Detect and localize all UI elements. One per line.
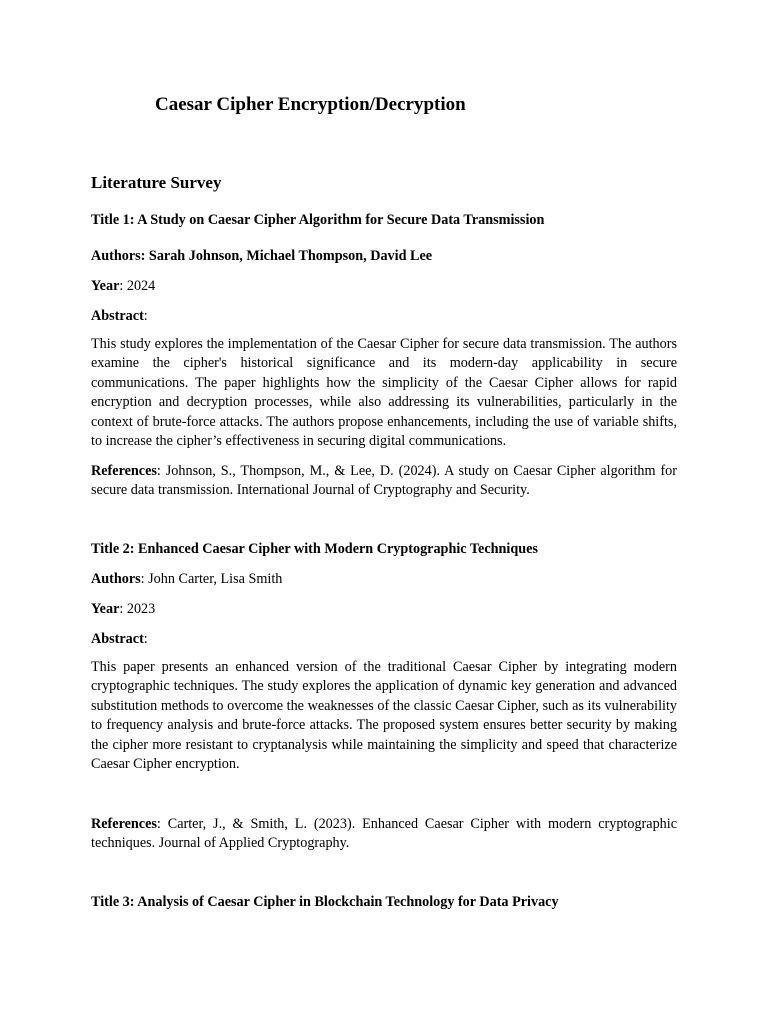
abstract-colon: : <box>143 631 148 647</box>
year-label: Year <box>91 278 120 294</box>
references-label: References <box>91 463 157 479</box>
abstract-colon: : <box>143 308 148 324</box>
year-value: : 2023 <box>119 601 156 617</box>
references-text: : Johnson, S., Thompson, M., & Lee, D. (2024). A study on Caesar Cipher algorithm for secure data transmission. International Journal of Cryptography and Security. <box>91 463 677 499</box>
entry-2-title: Title 2: Enhanced Caesar Cipher with Modern Cryptographic Techniques <box>91 541 538 557</box>
entry-1-abstract-text: This study explores the implementation of the Caesar Cipher for secure data transmission. The authors examine the cipher's historical significance and its modern-day applicability in secure communications. The paper highlights how the simplicity of the Caesar Cipher allows for rapid encryption and decryption processes, while also addressing its vulnerabilities, particularly in the context of brute-force attacks. The authors propose enhancements, including the use of variable shifts, to increase the cipher’s effectiveness in securing digital communications. <box>91 336 677 450</box>
entry-2-year <box>91 600 677 619</box>
entry-1-title: Title 1: A Study on Caesar Cipher Algorithm for Secure Data Transmission <box>91 212 545 228</box>
entry-2-abstract-heading <box>91 630 677 649</box>
abstract-label: Abstract <box>91 631 144 647</box>
entry-2-authors <box>91 570 677 589</box>
entry-2-abstract-text: This paper presents an enhanced version of the traditional Caesar Cipher by integrating modern cryptographic techniques. The study explores the application of dynamic key generation and advanced substitution methods to overcome the weaknesses of the classic Caesar Cipher, such as its vulnerability to frequency analysis and brute-force attacks. The proposed system ensures better security by making the cipher more resistant to cryptanalysis while maintaining the simplicity and speed that characterize Caesar Cipher encryption. <box>91 659 677 773</box>
references-text: : Carter, J., & Smith, L. (2023). Enhanced Caesar Cipher with modern cryptographic techniques. Journal of Applied Cryptography. <box>91 816 677 852</box>
document-title: Caesar Cipher Encryption/Decryption <box>155 94 466 115</box>
entry-1-authors: Authors: Sarah Johnson, Michael Thompson, David Lee <box>91 248 433 264</box>
entry-2-references <box>91 815 677 854</box>
year-label: Year <box>91 601 120 617</box>
entry-1-references <box>91 462 677 501</box>
entry-1-year <box>91 277 677 296</box>
authors-label: Authors <box>91 571 141 587</box>
section-heading-literature-survey: Literature Survey <box>91 173 222 192</box>
year-value: : 2024 <box>119 278 156 294</box>
entry-3-title: Title 3: Analysis of Caesar Cipher in Blockchain Technology for Data Privacy <box>91 894 559 910</box>
references-label: References <box>91 816 157 832</box>
entry-1-abstract-heading <box>91 307 677 326</box>
abstract-label: Abstract <box>91 308 144 324</box>
authors-value: : John Carter, Lisa Smith <box>140 571 283 587</box>
